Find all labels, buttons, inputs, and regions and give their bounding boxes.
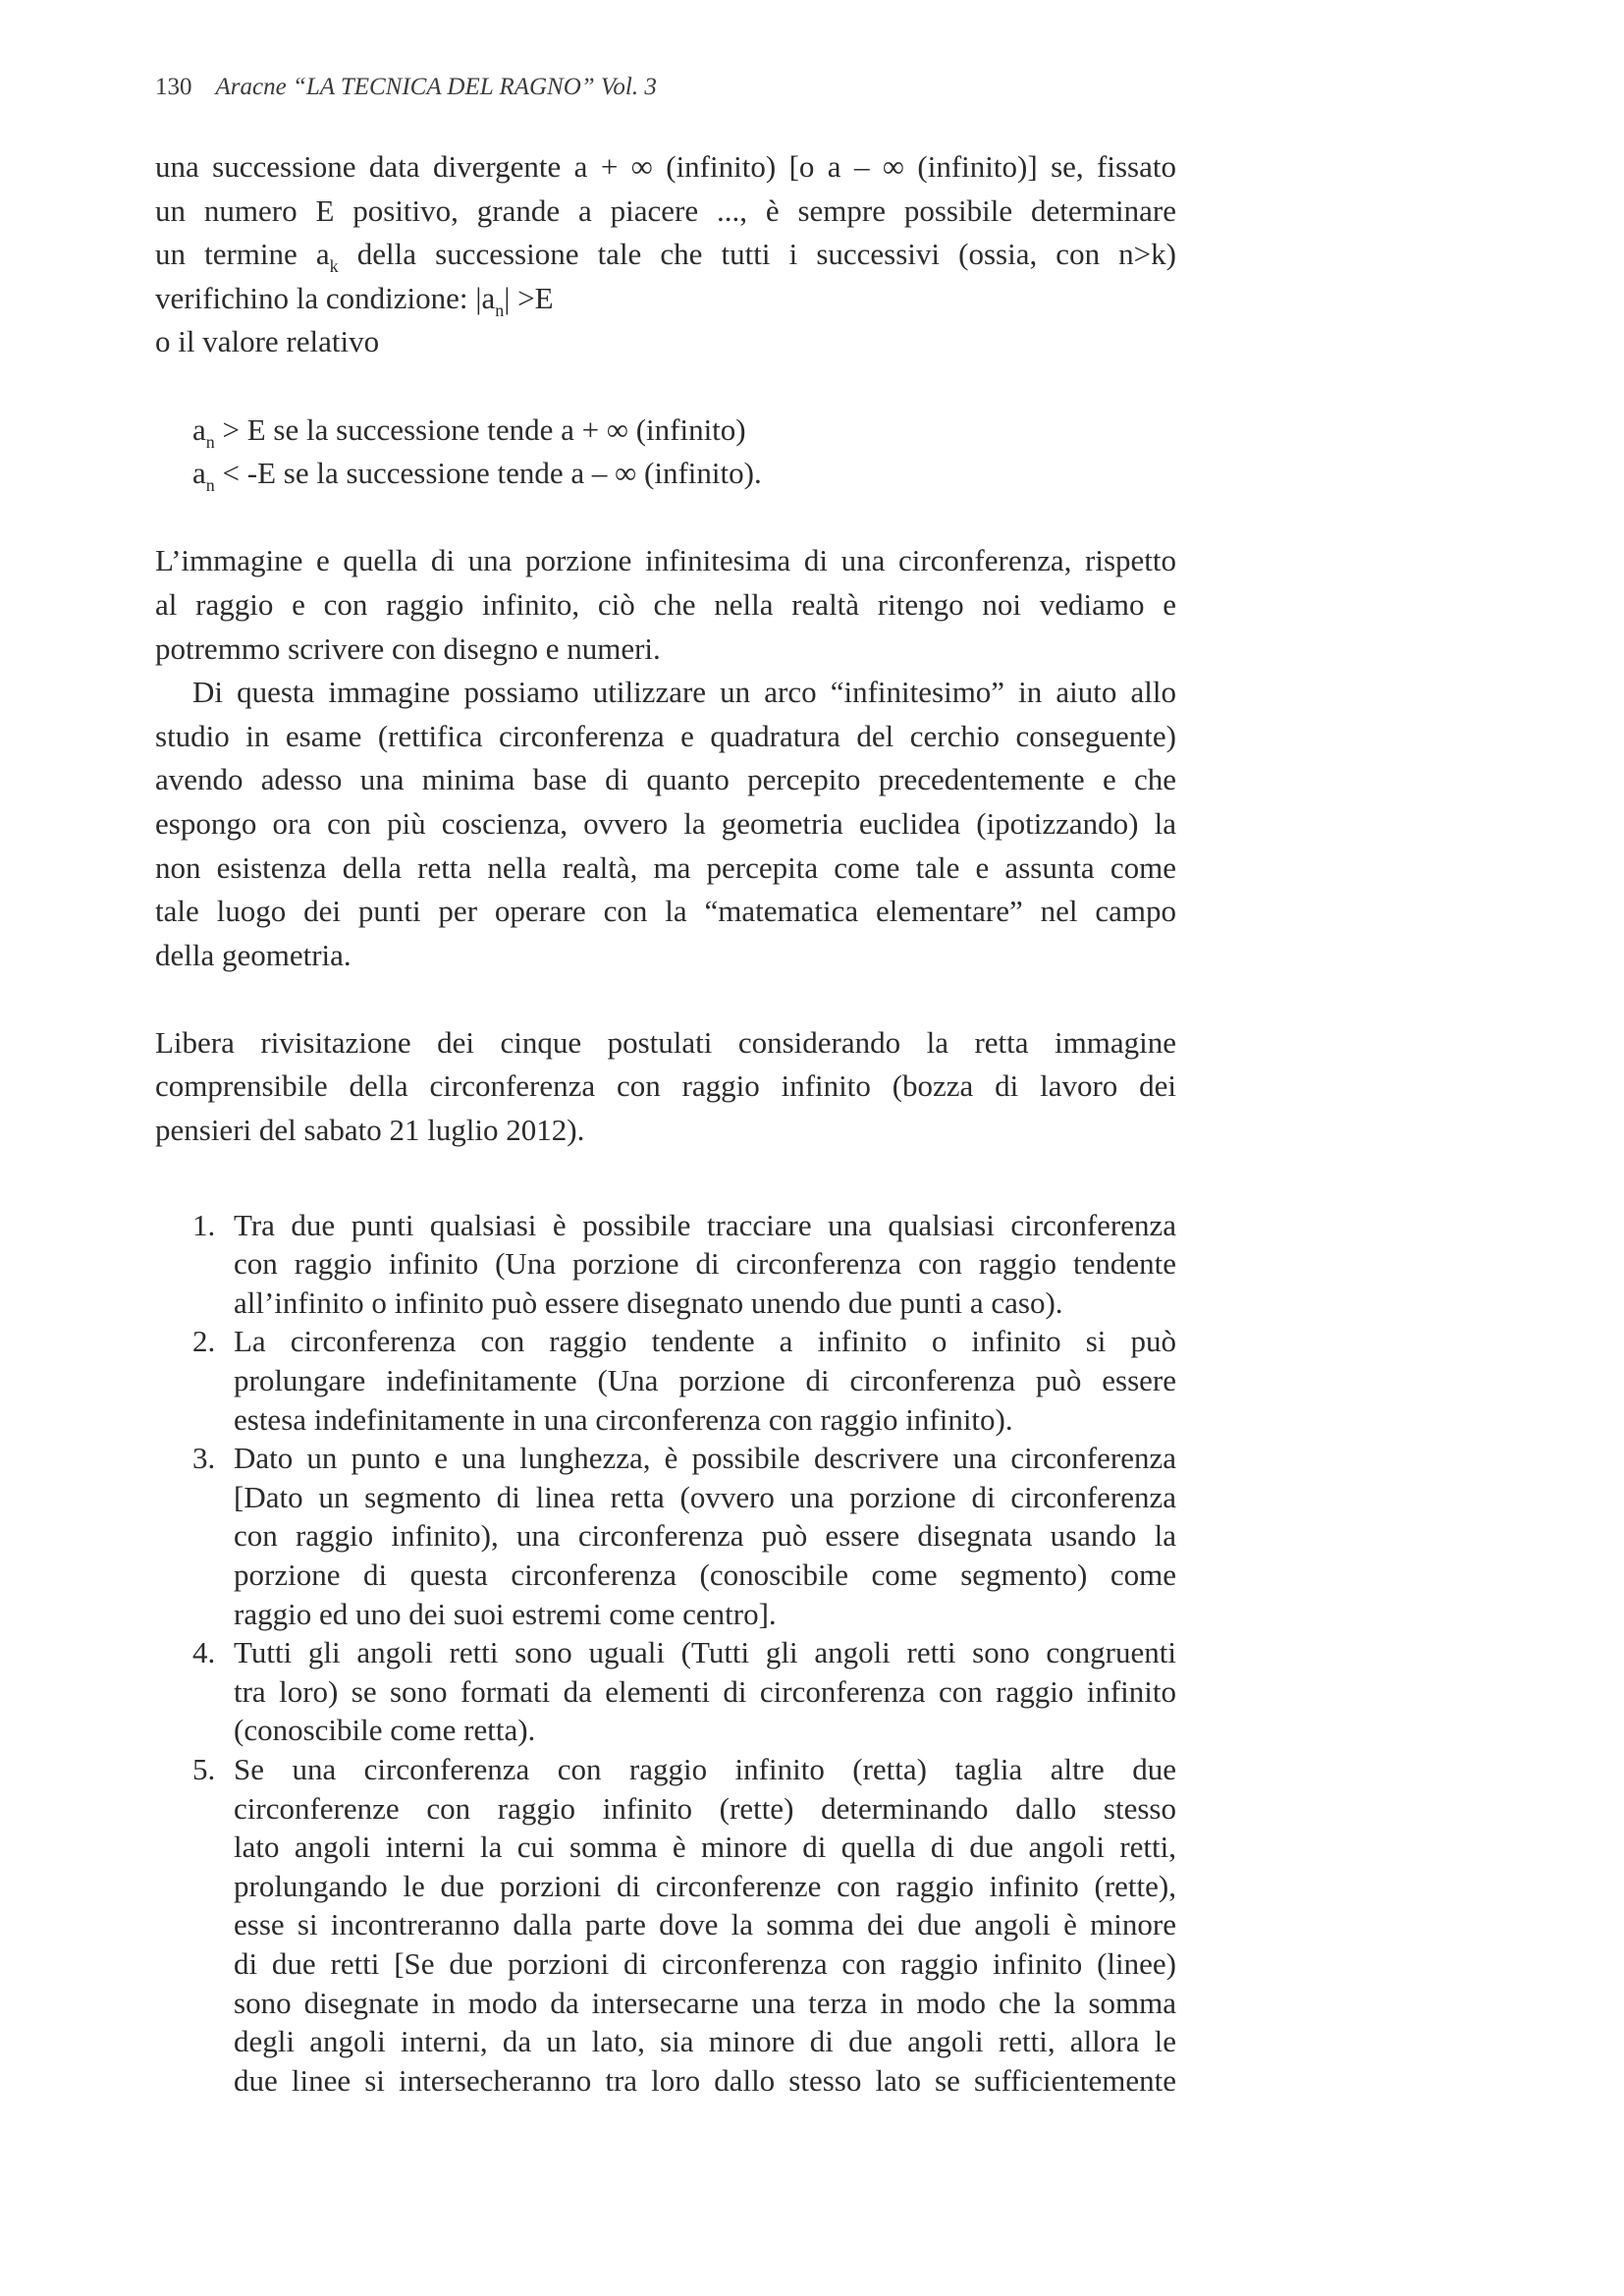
spacer [155,364,1176,409]
text-line: all’infinito o infinito può essere disegnato unendo due punti a caso). [234,1285,1063,1320]
subscript: n [495,300,505,320]
text-line: due linee si intersecheranno tra loro dallo stesso lato se sufficientemente [234,2062,1176,2098]
text-line: sono disegnate in modo da intersecarne una terza in modo che la somma [234,1985,1176,2020]
text-line: prolungando le due porzioni di circonferenze con raggio infinito (rette), [234,1868,1176,1903]
text-line: o il valore relativo [155,324,380,359]
formula-negative [155,452,1176,496]
text-line: L’immagine e quella di una porzione infinitesima di una circonferenza, rispetto [155,543,1176,578]
text-line: prolungare indefinitamente (Una porzione di circonferenza può essere [234,1363,1176,1398]
postulates-list [155,1206,1176,2101]
spacer [155,977,1176,1021]
text-line: di due retti [Se due porzioni di circonferenza con raggio infinito (linee) [234,1945,1176,1981]
text-line: tale luogo dei punti per operare con la “matematica elementare” nel campo [155,894,1176,929]
text-line: Se una circonferenza con raggio infinito (retta) taglia altre due [234,1751,1176,1786]
list-number: 3. [192,1441,216,1476]
list-item [155,1206,1176,1323]
text-line [155,277,1176,321]
text-line: non esistenza della retta nella realtà, ma percepita come tale e assunta come [155,849,1176,885]
text-line: Di questa immagine possiamo utilizzare un arco “infinitesimo” in aiuto allo [192,675,1176,710]
list-number: 2. [192,1324,216,1359]
list-item [155,1322,1176,1439]
text-line [155,233,1176,277]
list-item [155,1439,1176,1633]
text-line: lato angoli interni la cui somma è minore di quella di due angoli retti, [234,1830,1176,1865]
paragraph-image [155,539,1176,671]
text-line: con raggio infinito), una circonferenza può essere disegnata usando la [234,1518,1176,1554]
spacer [155,496,1176,540]
text-line: una successione data divergente a + ∞ (infinito) [o a – ∞ (infinito)] se, fissato [155,149,1176,184]
text-line: pensieri del sabato 21 luglio 2012). [155,1113,585,1148]
running-header [155,71,1176,104]
intro-paragraph [155,145,1176,364]
text-line: Libera rivisitazione dei cinque postulati considerando la retta immagine [155,1024,1176,1060]
text-line: porzione di questa circonferenza (conoscibile come segmento) come [234,1558,1176,1592]
list-item [155,1750,1176,2100]
list-number: 5. [192,1751,216,1786]
subscript: n [205,475,215,496]
text-line: espongo ora con più coscienza, ovvero la geometria euclidea (ipotizzando) la [155,805,1176,841]
text-line: della geometria. [155,937,352,972]
subscript: n [205,431,215,452]
text-line: comprensibile della circonferenza con raggio infinito (bozza di lavoro dei [155,1068,1176,1104]
list-number: 1. [192,1207,216,1242]
text-fragment: | >E [504,280,554,315]
text-line: studio in esame (rettifica circonferenza e quadratura del cerchio conseguente) [155,718,1176,753]
text-line: (conoscibile come retta). [234,1713,536,1748]
text-line: un numero E positivo, grande a piacere ..., è sempre possibile determinare [155,192,1176,228]
text-line: tra loro) se sono formati da elementi di circonferenza con raggio infinito [234,1673,1176,1709]
text-line: estesa indefinitamente in una circonferenza con raggio infinito). [234,1401,1013,1437]
formula-positive [155,409,1176,453]
text-line: La circonferenza con raggio tendente a infinito o infinito si può [234,1324,1176,1359]
text-fragment: della successione tale che tutti i successivi (ossia, con n>k) [338,237,1176,272]
list-number: 4. [192,1635,216,1670]
text-fragment: a [192,411,206,447]
page-number: 130 [155,74,192,100]
page-body [155,145,1176,2100]
text-line: avendo adesso una minima base di quanto percepito precedentemente e che [155,762,1176,797]
spacer [155,1153,1176,1206]
subscript: k [329,256,339,277]
text-fragment: < -E se la successione tende a – ∞ (infinito). [214,456,762,491]
text-line: [Dato un segmento di linea retta (ovvero una porzione di circonferenza [234,1479,1176,1514]
text-line: al raggio e con raggio infinito, ciò che nella realtà ritengo noi vediamo e [155,586,1176,622]
text-line: esse si incontreranno dalla parte dove la somma dei due angoli è minore [234,1907,1176,1942]
text-fragment: > E se la successione tende a + ∞ (infinito) [214,411,746,447]
text-fragment: verifichino la condizione: |a [155,280,496,315]
text-line: Dato un punto e una lunghezza, è possibile descrivere una circonferenza [234,1441,1176,1476]
text-line: Tra due punti qualsiasi è possibile tracciare una qualsiasi circonferenza [234,1207,1176,1242]
text-fragment: a [192,456,206,491]
text-line: Tutti gli angoli retti sono uguali (Tutti gli angoli retti sono congruenti [234,1635,1176,1670]
text-line: raggio ed uno dei suoi estremi come centro]. [234,1596,777,1631]
text-fragment: un termine a [155,237,330,272]
text-line: potremmo scrivere con disegno e numeri. [155,630,661,666]
paragraph-postulates-intro [155,1021,1176,1153]
text-line: circonferenze con raggio infinito (rette) determinando dallo stesso [234,1790,1176,1826]
running-title: Aracne “LA TECNICA DEL RAGNO” Vol. 3 [215,74,657,100]
list-item [155,1633,1176,1750]
paragraph-arc [155,671,1176,977]
text-line: con raggio infinito (Una porzione di circonferenza con raggio tendente [234,1246,1176,1282]
text-line: degli angoli interni, da un lato, sia minore di due angoli retti, allora le [234,2024,1176,2059]
